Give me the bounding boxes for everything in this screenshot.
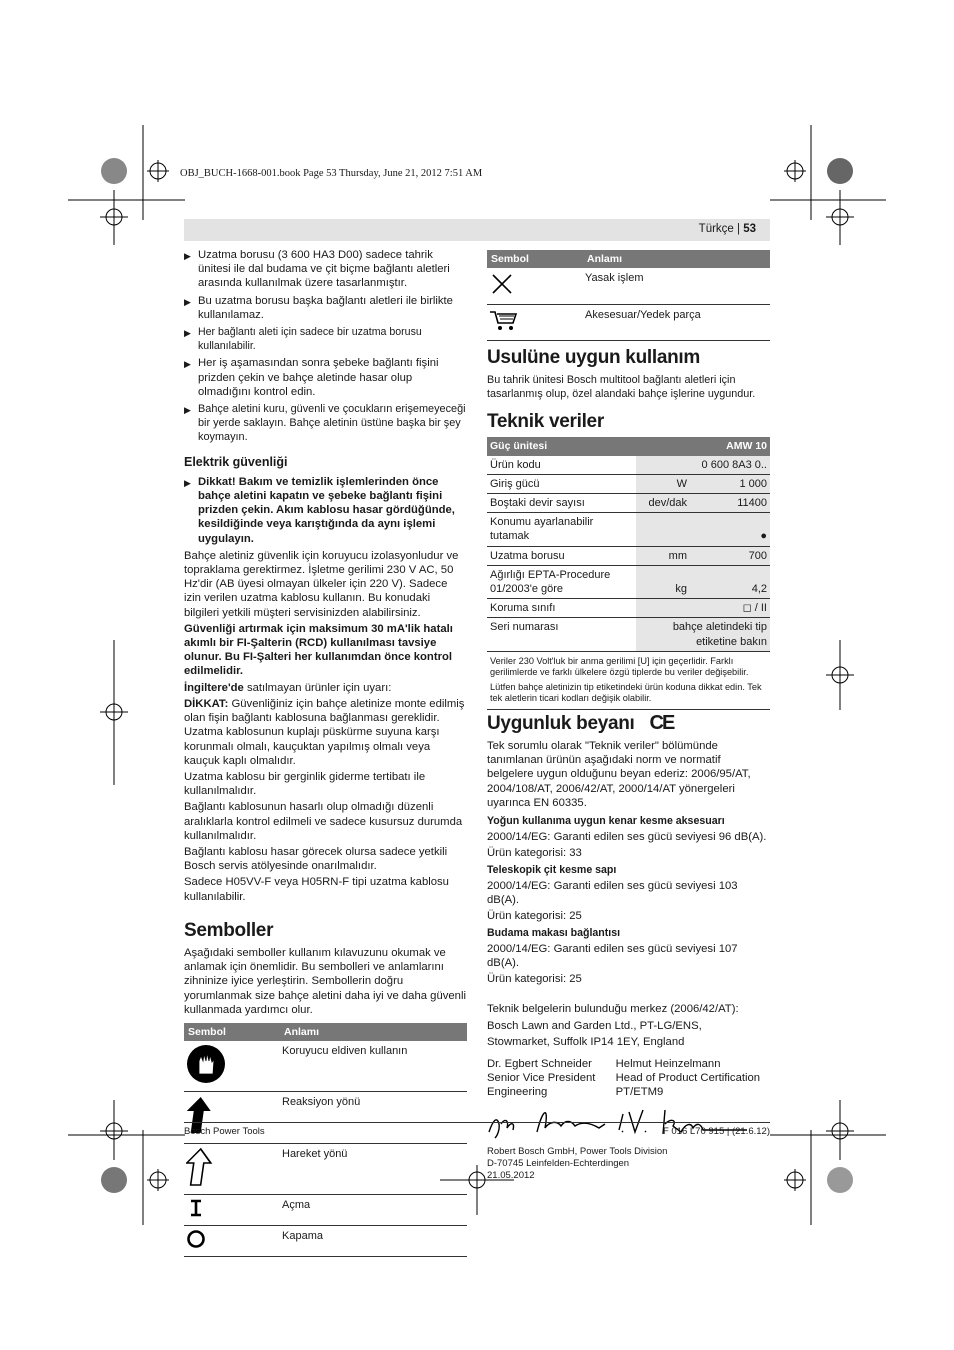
page-language bbox=[699, 223, 756, 235]
signatories bbox=[487, 1057, 770, 1100]
signatory-line: Senior Vice President bbox=[487, 1072, 596, 1085]
table-cell-unit: mm bbox=[636, 546, 690, 565]
signatory-line: Helmut Heinzelmann bbox=[615, 1057, 721, 1070]
warning-text: Dikkat! Bakım ve temizlik işlemlerinden önce bahçe aletini kapatın ve şebeke bağlantı fişini prizden çekin. Akım kablosu hasar gördüğünde, kesildiğinde veya karıştığında da aynı işlemi uygulayın. bbox=[198, 475, 455, 545]
footer-divider bbox=[184, 1122, 770, 1123]
signatory-right bbox=[616, 1057, 770, 1100]
symbols-table bbox=[184, 1023, 467, 1257]
ce-mark-icon: CE bbox=[649, 711, 674, 734]
left-column bbox=[184, 248, 467, 1257]
section-heading-intended-use: Usulüne uygun kullanım bbox=[487, 346, 700, 368]
language-label: Türkçe | bbox=[698, 223, 740, 235]
page-number: 53 bbox=[743, 223, 756, 235]
symbol-meaning: Hareket yönü bbox=[280, 1143, 467, 1194]
footer-doc-code: F 016 L70 915 | (21.6.12) bbox=[662, 1126, 770, 1137]
bullet-triangle-icon: ▶ bbox=[184, 405, 191, 416]
paragraph: Ürün kategorisi: 25 bbox=[487, 973, 582, 986]
list-item-text: Bahçe aletini kuru, güvenli ve çocukların erişemeyeceği bir yerde saklayın. Bahçe aletinin üstüne başka bir şey koymayın. bbox=[198, 403, 466, 444]
list-item-text: Her iş aşamasından sonra şebeke bağlantı fişini prizden çekin ve bahçe aletinde hasar olup olmadığını kontrol edin. bbox=[198, 357, 439, 398]
paragraph-rest: satılmayan ürünler için uyarı: bbox=[243, 681, 392, 694]
address-line: D-70745 Leinfelden-Echterdingen bbox=[487, 1157, 630, 1169]
table-cell-unit: W bbox=[636, 474, 690, 493]
table-cell-unit: dev/dak bbox=[636, 494, 690, 513]
symbol-cell bbox=[184, 1194, 280, 1225]
table-row bbox=[487, 474, 770, 493]
table-cell-label: Giriş gücü bbox=[487, 474, 636, 493]
signatory-line: Dr. Egbert Schneider bbox=[487, 1057, 592, 1070]
category-title: Yoğun kullanıma uygun kenar kesme aksesuarı bbox=[487, 815, 725, 828]
footer-brand: Bosch Power Tools bbox=[184, 1126, 265, 1137]
table-header bbox=[184, 1023, 467, 1041]
list-item bbox=[184, 248, 467, 291]
section-heading-conformity bbox=[487, 711, 770, 734]
glove-icon bbox=[186, 1044, 226, 1084]
section-heading-technical-data: Teknik veriler bbox=[487, 411, 604, 433]
movement-arrow-icon bbox=[186, 1147, 216, 1187]
table-row bbox=[487, 565, 770, 598]
paragraph: Bağlantı kablosu hasar görecek olursa sadece yetkili Bosch servis atölyesinde onarılmalıdır. bbox=[184, 845, 448, 873]
warning-item bbox=[184, 475, 467, 546]
column-header: Sembol bbox=[487, 250, 583, 268]
table-row bbox=[487, 456, 770, 475]
paragraph: Bu tahrik ünitesi Bosch multitool bağlantı aletleri için tasarlanmış olup, özel alandaki bahçe işlerine uygundur. bbox=[487, 373, 756, 401]
page-header-bar bbox=[184, 219, 770, 241]
column-header: AMW 10 bbox=[690, 437, 770, 455]
table-row bbox=[184, 1041, 467, 1092]
bullet-triangle-icon: ▶ bbox=[184, 328, 191, 339]
table-row bbox=[487, 305, 770, 340]
table-cell-value: 0 600 8A3 0.. bbox=[690, 456, 770, 475]
paragraph: Bağlantı kablosunun hasarlı olup olmadığı düzenli aralıklarla kontrol edilmeli ve sadece kusursuz durumda kullanılmalıdır. bbox=[184, 801, 463, 842]
paragraph: 2000/14/EG: Garanti edilen ses gücü seviyesi 107 dB(A). bbox=[487, 942, 738, 969]
column-header: Güç ünitesi bbox=[487, 437, 690, 455]
paragraph: Ürün kategorisi: 33 bbox=[487, 847, 582, 860]
list-item-text: Uzatma borusu (3 600 HA3 D00) sadece tahrik ünitesi ile dal budama ve çit biçme bağlantı aletleri arasında kullanılmak üzere tasarlanmıştır. bbox=[198, 249, 450, 290]
paragraph: 2000/14/EG: Garanti edilen ses gücü seviyesi 96 dB(A). bbox=[487, 831, 767, 844]
table-cell-label: Ürün kodu bbox=[487, 456, 636, 475]
signatory-left bbox=[487, 1057, 616, 1100]
symbol-cell bbox=[184, 1143, 280, 1194]
table-row bbox=[184, 1225, 467, 1256]
signatory-line: Head of Product Certification bbox=[615, 1072, 761, 1085]
list-item bbox=[184, 356, 467, 399]
table-cell-label: Ağırlığı EPTA-Procedure 01/2003'e göre bbox=[487, 565, 636, 598]
category-title: Budama makası bağlantısı bbox=[487, 926, 621, 939]
shopping-cart-icon bbox=[489, 308, 519, 332]
symbol-cell bbox=[184, 1041, 280, 1092]
paragraph: Tek sorumlu olarak "Teknik veriler" bölümünde tanımlanan ürünün aşağıdaki norm ve normatif belgelere uygun olduğunu beyan ederiz: 2006/95/AT, 2004/108/AT, 2006/42/AT, 2000/14/AT yönergeleri uyarınca EN 60335. bbox=[487, 740, 751, 809]
right-column bbox=[487, 250, 770, 1182]
paragraph: Stowmarket, Suffolk IP14 1EY, England bbox=[487, 1035, 685, 1048]
table-row bbox=[487, 546, 770, 565]
conformity-title: Uygunluk beyanı bbox=[487, 712, 635, 734]
table-cell-unit bbox=[636, 599, 690, 618]
table-cell-label: Konumu ayarlanabilir tutamak bbox=[487, 513, 636, 546]
section-heading-symbols: Semboller bbox=[184, 919, 274, 941]
prohibited-icon bbox=[489, 271, 515, 297]
table-row bbox=[487, 513, 770, 546]
symbols-table-continued bbox=[487, 250, 770, 341]
list-item-text: Bu uzatma borusu başka bağlantı aletleri ile birlikte kullanılamaz. bbox=[198, 294, 453, 321]
table-cell-unit bbox=[636, 456, 690, 475]
table-cell-value: 4,2 bbox=[690, 565, 770, 598]
paragraph: 2000/14/EG: Garanti edilen ses gücü seviyesi 103 dB(A). bbox=[487, 879, 738, 907]
note-text: Lütfen bahçe aletinizin tip etiketindeki ürün koduna dikkat edin. Tek tek aletlerin ticari kodları değişik olabilir. bbox=[490, 681, 762, 704]
section-heading-electrical: Elektrik güvenliği bbox=[184, 454, 288, 469]
table-cell-unit bbox=[636, 513, 690, 546]
symbol-cell bbox=[184, 1225, 280, 1256]
paragraph: Aşağıdaki semboller kullanım kılavuzunu okumak ve anlamak için önemlidir. Bu sembolleri ve anlamlarını zihninize iyice yerleştirin. Sembollerin doğru yorumlanmak size bahçe aletini daha iyi ve daha güvenli kullanmada yardımcı olur. bbox=[184, 946, 466, 1016]
print-header: OBJ_BUCH-1668-001.book Page 53 Thursday, June 21, 2012 7:51 AM bbox=[180, 168, 483, 179]
column-header: Sembol bbox=[184, 1023, 280, 1041]
bullet-triangle-icon: ▶ bbox=[184, 359, 191, 370]
table-cell-unit: kg bbox=[636, 565, 690, 598]
signatory-line: PT/ETM9 bbox=[615, 1086, 664, 1099]
power-off-icon bbox=[186, 1229, 206, 1249]
bullet-triangle-icon: ▶ bbox=[184, 477, 191, 488]
paragraph: Ürün kategorisi: 25 bbox=[487, 910, 582, 923]
symbol-meaning: Akesesuar/Yedek parça bbox=[583, 305, 770, 340]
paragraph bbox=[184, 681, 467, 695]
table-cell-label: Uzatma borusu bbox=[487, 546, 636, 565]
symbol-meaning: Yasak işlem bbox=[583, 268, 770, 305]
list-item-text: Her bağlantı aleti için sadece bir uzatma borusu kullanılabilir. bbox=[198, 326, 422, 353]
table-cell-label: Boştaki devir sayısı bbox=[487, 494, 636, 513]
table-row bbox=[487, 618, 770, 651]
list-item bbox=[184, 402, 467, 445]
table-header bbox=[487, 250, 770, 268]
note-text: Veriler 230 Volt'luk bir anma gerilimi [U] için geçerlidir. Farklı gerilimlerde ve farklı ülkelere özgü tiplerde bu veriler değişebilir. bbox=[490, 655, 749, 678]
table-row bbox=[184, 1194, 467, 1225]
address-line: 21.05.2012 bbox=[487, 1169, 535, 1181]
address-line: Robert Bosch GmbH, Power Tools Division bbox=[487, 1145, 668, 1157]
symbol-cell bbox=[487, 305, 583, 340]
paragraph-lead: İngiltere'de bbox=[184, 681, 244, 694]
table-cell-label: Koruma sınıfı bbox=[487, 599, 636, 618]
column-header: Anlamı bbox=[583, 250, 770, 268]
bullet-triangle-icon: ▶ bbox=[184, 251, 191, 261]
bullet-triangle-icon: ▶ bbox=[184, 296, 191, 307]
technical-data-table bbox=[487, 437, 770, 651]
paragraph: Teknik belgelerin bulunduğu merkez (2006/42/AT): bbox=[487, 1003, 739, 1016]
table-cell-value: ◻ / II bbox=[690, 599, 770, 618]
paragraph-bold: Güvenliği artırmak için maksimum 30 mA'lik hatalı akımlı bir FI-Şalterin (RCD) kullanılması tavsiye olunur. Bu FI-Şalteri her kullanımdan önce kontrol edilmelidir. bbox=[184, 622, 453, 678]
symbol-meaning: Koruyucu eldiven kullanın bbox=[280, 1041, 467, 1092]
power-on-icon bbox=[186, 1198, 206, 1218]
symbol-meaning: Açma bbox=[280, 1194, 467, 1225]
address-block bbox=[487, 1146, 770, 1182]
table-row bbox=[487, 268, 770, 305]
table-cell-value: 11400 bbox=[690, 494, 770, 513]
table-row bbox=[184, 1143, 467, 1194]
table-cell-label: Seri numarası bbox=[487, 618, 636, 651]
signatory-line: Engineering bbox=[487, 1086, 548, 1099]
table-row bbox=[487, 599, 770, 618]
table-cell-value: ● bbox=[690, 513, 770, 546]
list-item bbox=[184, 294, 467, 322]
paragraph: Uzatma kablosu bir gerginlik giderme tertibatı ile kullanılmalıdır. bbox=[184, 770, 426, 798]
paragraph: Sadece H05VV-F veya H05RN-F tipi uzatma kablosu kullanılabilir. bbox=[184, 876, 449, 903]
table-cell-value: bahçe aletindeki tip etiketine bakın bbox=[636, 618, 770, 651]
table-header bbox=[487, 437, 770, 455]
technical-notes bbox=[487, 652, 770, 710]
symbol-meaning: Reaksiyon yönü bbox=[280, 1092, 467, 1143]
symbol-cell bbox=[487, 268, 583, 305]
symbol-meaning: Kapama bbox=[280, 1225, 467, 1256]
paragraph: Bahçe aletiniz güvenlik için koruyucu izolasyonludur ve topraklama gerektirmez. İşletme gerilimi 230 V AC, 50 Hz'dir (AB üyesi olmayan ülkeler için 220 V). Sadece izin verilen uzatma kablosu kullanın. Bu konudaki bilgileri yetkili müşteri servisinizden alabilirsiniz. bbox=[184, 549, 459, 619]
table-row bbox=[487, 494, 770, 513]
list-item bbox=[184, 325, 467, 353]
paragraph-rest: Güvenliğiniz için bahçe aletinize monte edilmiş olan fişin bağlantı kablosuna bağlanması gereklidir. Uzatma kablosunun kuplajı püskürme suyuna karşı korunmalı olmalı, kauçuktan yapılmış olmalı veya kauçuk kaplı olmalıdır. bbox=[184, 697, 465, 767]
table-cell-value: 700 bbox=[690, 546, 770, 565]
category-title: Teleskopik çit kesme sapı bbox=[487, 863, 617, 876]
column-header: Anlamı bbox=[280, 1023, 467, 1041]
paragraph: Bosch Lawn and Garden Ltd., PT-LG/ENS, bbox=[487, 1019, 702, 1032]
paragraph bbox=[184, 697, 467, 768]
table-cell-value: 1 000 bbox=[690, 474, 770, 493]
paragraph-lead: DİKKAT: bbox=[184, 697, 229, 710]
